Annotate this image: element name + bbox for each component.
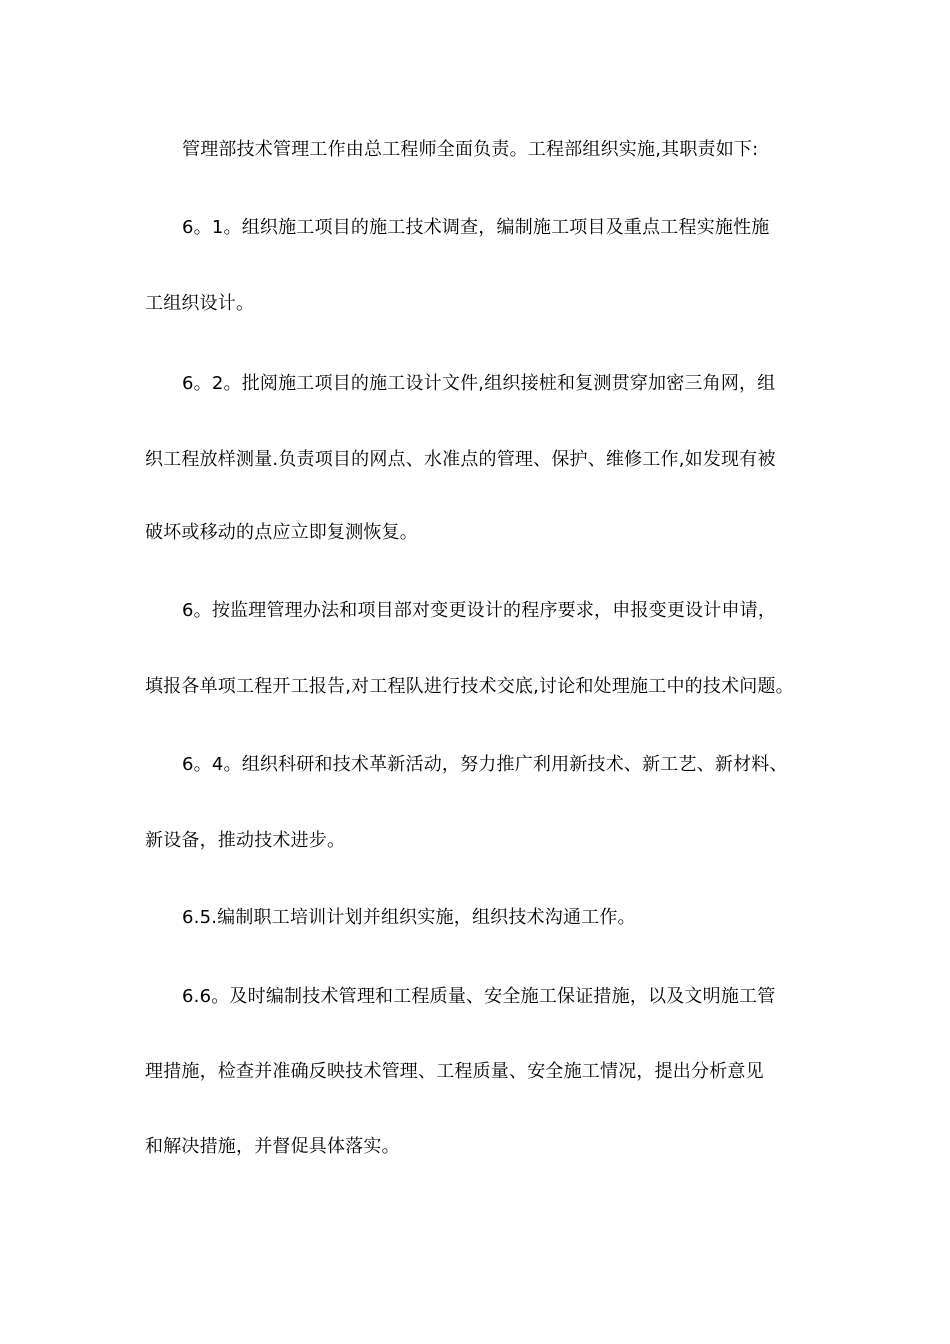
item-6-4-line-2: 新设备，推动技术进步。 [145,830,346,851]
item-6-1-line-1: 6。1。组织施工项目的施工技术调查，编制施工项目及重点工程实施性施 [182,217,770,238]
intro-line: 管理部技术管理工作由总工程师全面负责。工程部组织实施,其职责如下: [182,139,759,160]
item-6-4-line-1: 6。4。组织科研和技术革新活动，努力推广利用新技术、新工艺、新材料、 [182,754,788,775]
item-6-6-line-1: 6.6。及时编制技术管理和工程质量、安全施工保证措施，以及文明施工管 [182,986,776,1007]
item-6-1-line-2: 工组织设计。 [145,293,255,314]
item-6-3-line-2: 填报各单项工程开工报告,对工程队进行技术交底,讨论和处理施工中的技术问题。 [145,676,794,697]
item-6-6-line-3: 和解决措施，并督促具体落实。 [145,1136,400,1157]
item-6-2-line-1: 6。2。批阅施工项目的施工设计文件,组织接桩和复测贯穿加密三角网，组 [182,373,776,394]
item-6-2-line-3: 破坏或移动的点应立即复测恢复。 [145,522,418,543]
item-6-5-line: 6.5.编制职工培训计划并组织实施，组织技术沟通工作。 [182,907,636,928]
item-6-2-line-2: 织工程放样测量.负责项目的网点、水准点的管理、保护、维修工作,如发现有被 [145,449,776,470]
item-6-6-line-2: 理措施，检查并准确反映技术管理、工程质量、安全施工情况，提出分析意见 [145,1061,764,1082]
item-6-3-line-1: 6。按监理管理办法和项目部对变更设计的程序要求，申报变更设计申请， [182,600,777,621]
